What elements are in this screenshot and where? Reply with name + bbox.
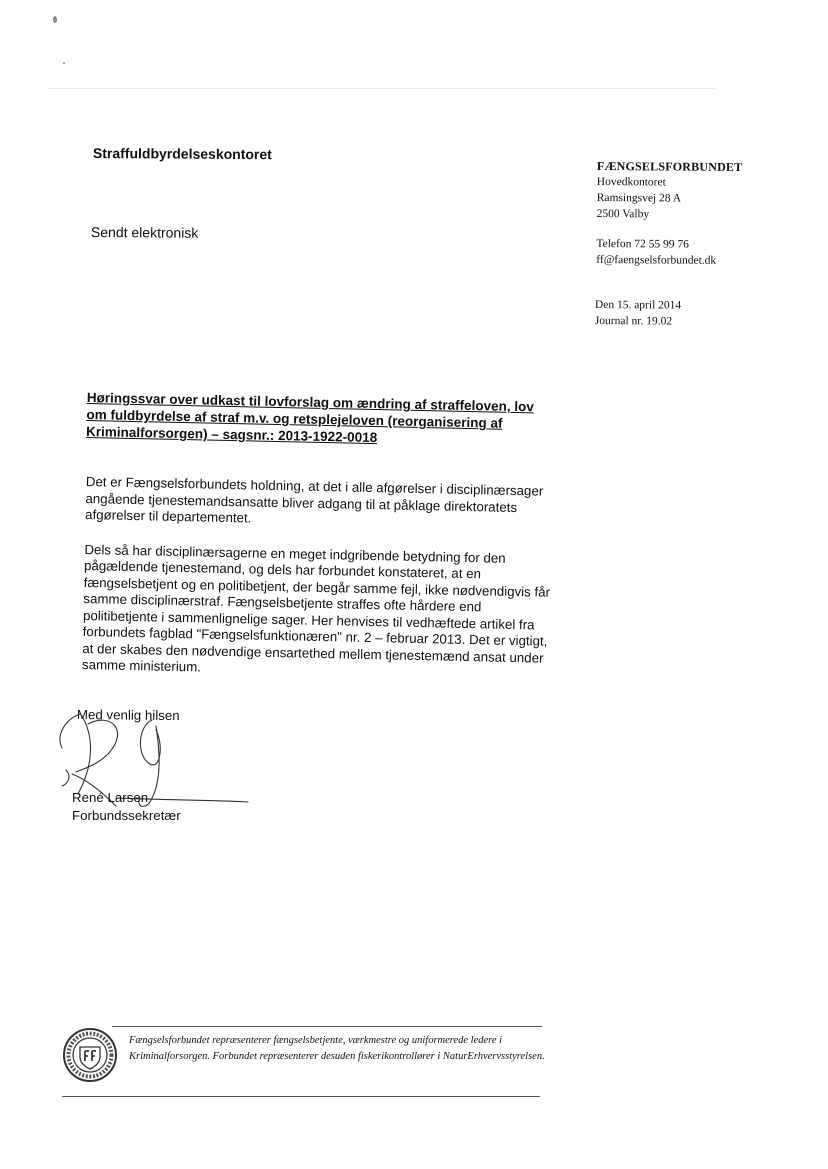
journal-number: Journal nr. 19.02 [594,314,673,328]
closing-greeting: Med venlig hilsen [76,707,180,724]
sender-email: ff@faengselsforbundet.dk [596,253,717,267]
delivery-method: Sendt elektronisk [90,224,199,241]
recipient-name: Straffuldbyrdelseskontoret [92,145,272,163]
sender-org: FÆNGSELSFORBUNDET [596,158,743,175]
body-paragraph-1: Det er Fængselsforbundets holdning, at det i alle afgørelser i disciplinærsager angående tjenestemandsansatte bliver adgang til at påklage direktoratets afgørelser til departementet. [84,474,544,526]
signatory [72,789,181,825]
scan-edge-line [48,88,716,89]
footer-rule [112,1026,542,1027]
footer-rule [62,1096,540,1097]
union-seal-icon [62,1027,118,1083]
sender-office: Hovedkontoret [596,175,666,189]
signatory-name: René Larsen [72,790,149,805]
sender-street: Ramsingsvej 28 A [596,191,682,205]
signatory-title: Forbundssekretær [72,808,181,823]
sender-city: 2500 Valby [596,207,650,221]
scan-speck [53,16,57,23]
body-paragraph-2: Dels så har disciplinærsagerne en meget indgribende betydning for den pågældende tjenestemand, og dels har forbundet konstateret, at en fængselsbetjent og en politibetjent, der begår samme fejl, ikke nødvendigvis får samme disciplinærstraf. Fængselsbetjente straffes ofte hårdere end politibetjente i sammenlignelige sager. Her henvises til vedhæftede artikel fra forbundets fagblad "Fængselsfunktionæren" nr. 2 – februar 2013. Det er vigtigt, at der skabes den nødvendige ensartethed mellem tjenestemænd ansat under samme ministerium. [81,541,551,675]
letter-subject: Høringssvar over udkast til lovforslag om ændring af straffeloven, lov om fuldbyrdelse af straf m.v. og retsplejeloven (reorganisering af Kriminalforsorgen) – sagsnr.: 2013-1922-0018 [85,389,534,446]
sender-address-block [596,158,742,269]
date-block [595,297,681,330]
footer-statement: Fængselsforbundet repræsenterer fængselsbetjente, værkmestre og uniformerede ledere i Kriminalforsorgen. Forbundet repræsenterer desuden fiskerikontrollører i NaturErhvervsstyrelsen. [129,1035,545,1062]
sender-phone: Telefon 72 55 99 76 [596,237,689,251]
letter-body [81,474,560,701]
scan-speck [63,62,65,64]
letter-date: Den 15. april 2014 [594,298,682,312]
